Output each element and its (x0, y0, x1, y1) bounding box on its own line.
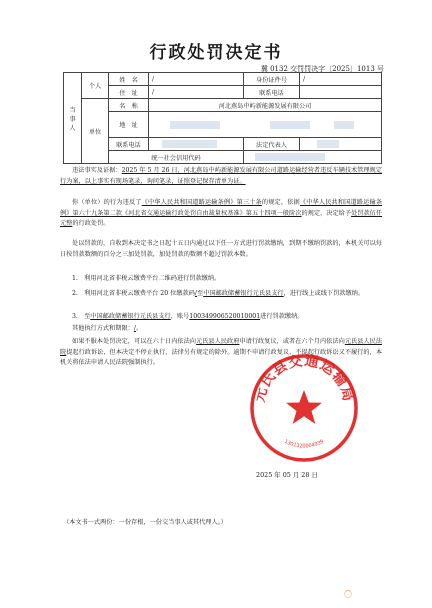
payment-method-3: 3. 至中国邮政储蓄银行元氏县支行，账号100349906520010001进行罚款缴纳。 (72, 313, 304, 320)
address-label: 住 址 (109, 86, 149, 99)
official-seal (248, 352, 360, 464)
facts-text: 2025 年 5 月 26 日，河北燕岛中屿新能源发展有限公司道路运输经营者违反车辆技术管理规定行为案，以上事实有现场笔录，询问笔录，证照登记保存清单为证。 (60, 167, 383, 185)
other-execution-paragraph: 其他执行方式和期限：/。 (72, 325, 143, 332)
phone-label: 联系电话 (244, 86, 300, 99)
bank-name-2: 中国邮政储蓄银行元氏县支行 (90, 313, 171, 320)
seal-code: 1301320004939 (283, 438, 325, 450)
legal-rep-value (300, 138, 382, 151)
credit-code-label: 统一社会信用代码 (109, 151, 244, 164)
penalty-basis: 《中华人民共和国道路运输条例》第六十九条第二款《河北省交通运输行政处罚自由裁量权基准》第五十四项一般阶次 (60, 199, 383, 217)
phone-value (300, 86, 382, 99)
loading-spinner-icon (344, 590, 352, 598)
legal-rep-label: 法定代表人 (244, 138, 300, 151)
svg-text:1301320004939 (283, 439, 325, 450)
payment-method-1: 1. 利用河北省非税云缴费平台二维码进行罚款缴纳。 (72, 275, 221, 282)
facts-label: 违法事实及证据： (72, 167, 122, 174)
decision-date: 2025 年 05 月 28 日 (256, 471, 318, 479)
bank-name: 中国邮政储蓄银行元氏县支行 (203, 290, 284, 297)
party-info-table (63, 72, 382, 164)
payment-deadline-paragraph: 处以罚款的，自收到本决定书之日起十五日内通过以下任一方式进行罚款缴纳，到期不缴纳罚款的，本机关可以每日按罚款数额的百分之三加处罚款，加处罚款的数额不超过罚款本数。 (60, 240, 382, 258)
org-name-value: 河北燕岛中屿新能源发展有限公司 (149, 99, 382, 112)
credit-code-value (244, 151, 382, 164)
org-phone-label: 联系电话 (109, 138, 149, 151)
footnote: （本文书一式两份：一份存根，一份交当事人或其代理人。） (63, 519, 227, 526)
name-label: 姓 名 (109, 73, 149, 86)
seal-text: 元氏县交通运输局 (251, 353, 357, 404)
court-name: 元氏县人民法院 (60, 338, 383, 356)
star-icon (286, 390, 322, 424)
document-number: 冀 0132 交罚罚决字〔2025〕1013 号 (260, 65, 384, 73)
violated-rule: 《中华人民共和国道路运输条例》第三十条 (141, 199, 262, 206)
address-value: / (149, 86, 244, 99)
org-phone-value (149, 138, 244, 151)
org-name-label: 名 称 (109, 99, 149, 112)
page-title: 行政处罚决定书 (149, 43, 283, 63)
appeal-rights-paragraph: 如果不服本处罚决定，可以在六十日内依法向元氏县人民政府申请行政复议，或者在六个月内依法向元氏县人民法院提起行政诉讼，但本决定不停止执行，法律另有规定的除外。逾期不申请行政复议、不提起行政诉讼又不履行的，本机关将依法申请人民法院强制执行。 (60, 338, 383, 367)
party-side-label: 当事人 (64, 73, 82, 164)
review-authority: 元氏县人民政府 (196, 338, 240, 345)
violation-facts-paragraph (60, 166, 382, 187)
name-value: / (149, 73, 244, 86)
violation-basis-paragraph: 你（单位）的行为违反了《中华人民共和国道路运输条例》第三十条的规定，依据《中华人民共和国道路运输条例》第六十九条第二款《河北省交通运输行政处罚自由裁量权基准》第五十四项一般阶次的规定，决定给予处罚款伍仟元整的行政处罚。 (60, 199, 383, 228)
org-address-label: 地 址 (109, 112, 149, 138)
bank-account: 100349906520010001 (189, 313, 261, 320)
unit-label: 单位 (82, 99, 109, 164)
org-address-value (149, 112, 382, 138)
payment-method-2: 2. 利用河北省非税云缴费平台 20 位缴款码/至中国邮政储蓄银行元氏县支行，进行线上或线下罚款缴纳。 (72, 290, 365, 297)
id-value: / (300, 73, 382, 86)
individual-label: 个人 (82, 73, 109, 99)
id-label: 身份证件号 (244, 73, 300, 86)
penalty-amount: 处罚款伍仟元整 (60, 209, 383, 228)
